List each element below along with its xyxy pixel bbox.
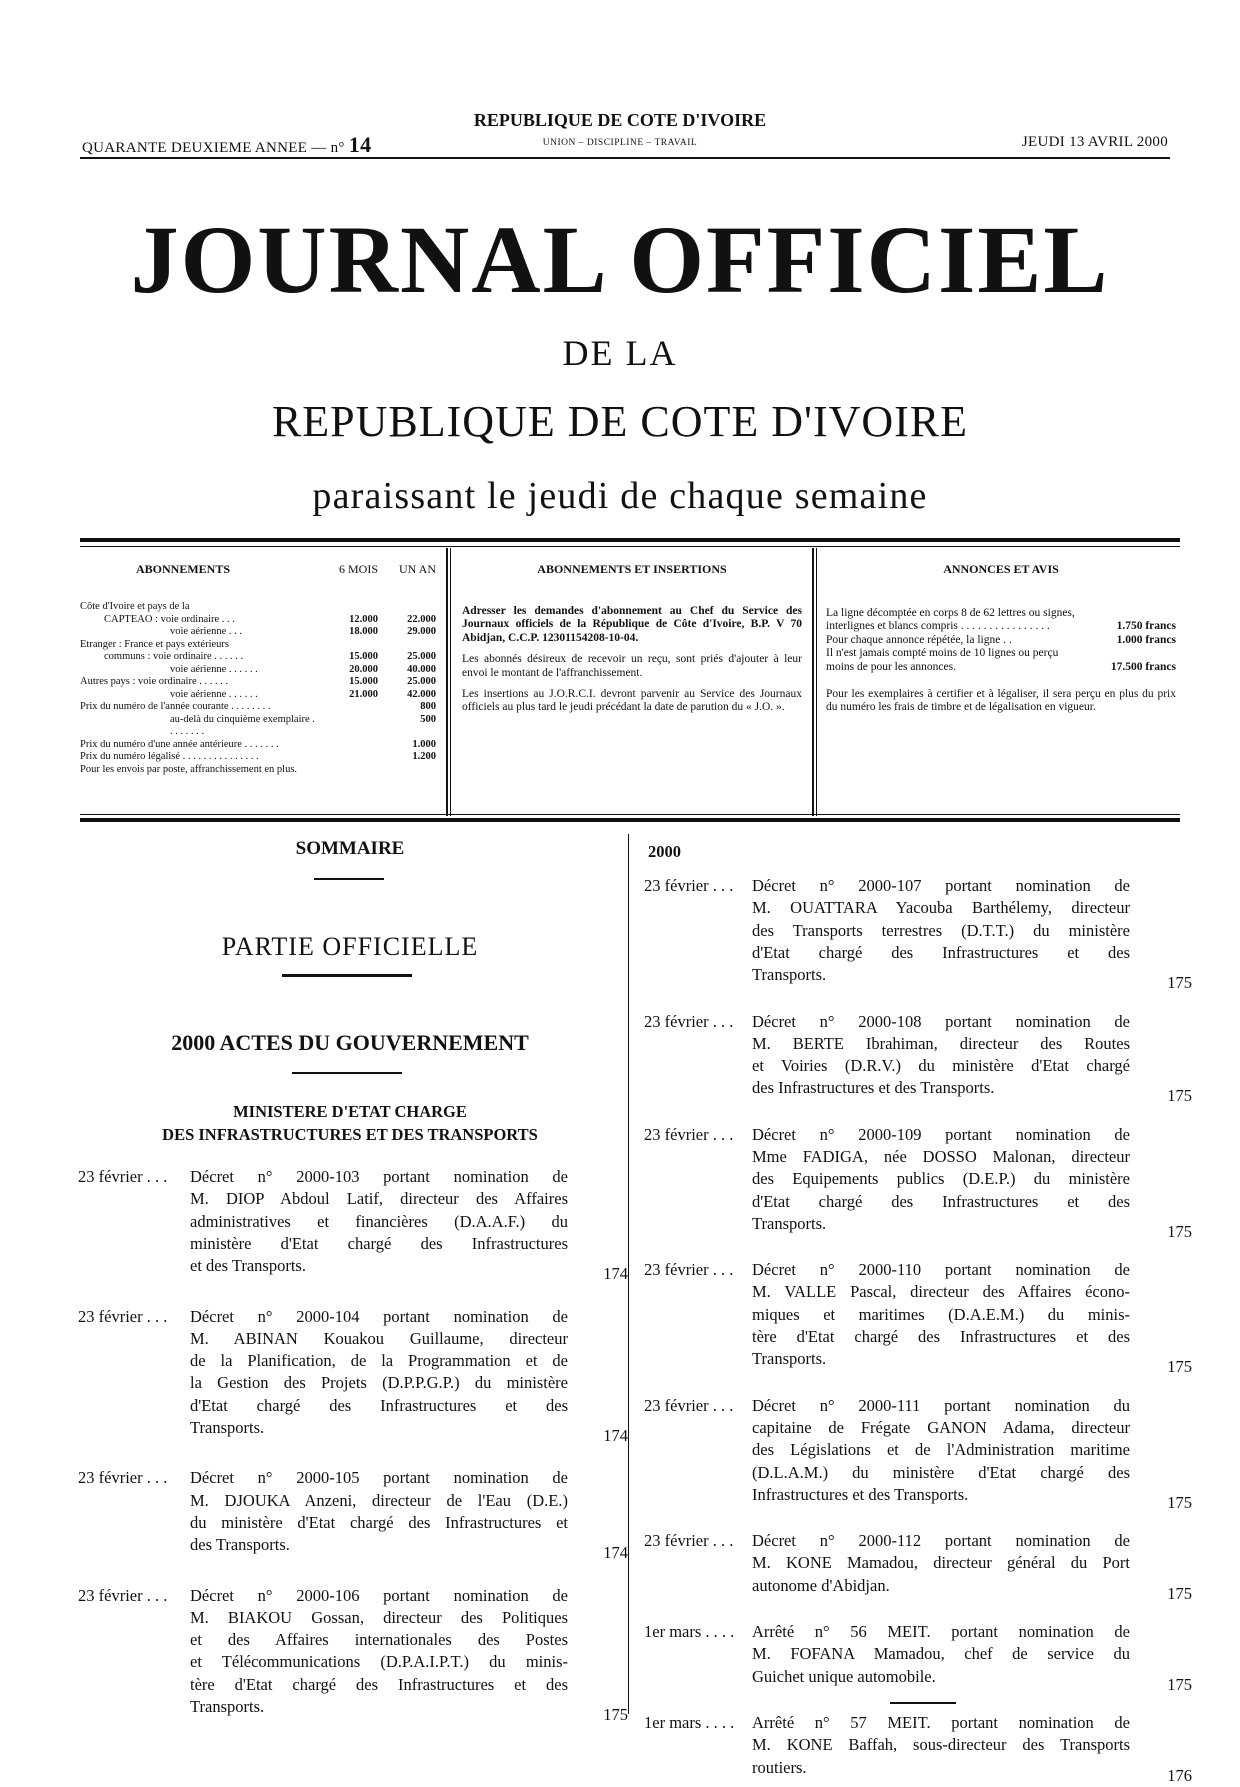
partie-rule	[282, 974, 412, 977]
entry-line: d'Etat chargé des Infrastructures et des	[752, 1191, 1130, 1211]
year-line: QUARANTE DEUXIEME ANNEE — n°	[82, 140, 345, 156]
annonce-row	[826, 647, 1176, 674]
box-divider-2	[450, 548, 451, 816]
summary-entry	[644, 875, 1192, 993]
entry-line: tère d'Etat chargé des Infrastructures et des	[190, 1674, 568, 1694]
subscription-6mois: 20.000	[349, 663, 378, 675]
entry-line: M. ABINAN Kouakou Guillaume, directeur	[190, 1328, 568, 1348]
entry-line: M. KONE Baffah, sous-directeur des Transports	[752, 1735, 1130, 1755]
header-republic: REPUBLIQUE DE COTE D'IVOIRE	[473, 110, 767, 130]
summary-entry	[644, 1712, 1192, 1785]
subscription-row	[80, 751, 436, 764]
subscription-un-an: 42.000	[407, 688, 436, 700]
masthead-republic: REPUBLIQUE DE COTE D'IVOIRE	[271, 397, 969, 446]
entry-date: 23 février . . .	[644, 876, 734, 895]
entry-page: 175	[1167, 973, 1192, 993]
subscription-6mois	[320, 739, 378, 752]
subscription-label: voie aérienne . . . . . .	[170, 688, 258, 700]
entry-page: 175	[1167, 1583, 1192, 1603]
entry-line: miques et maritimes (D.A.E.M.) du minis-	[752, 1304, 1130, 1324]
subscription-6mois	[320, 751, 378, 764]
entry-date: 23 février . . .	[78, 1585, 168, 1605]
entry-line: la Gestion des Projets (D.P.P.G.P.) du ministère	[190, 1373, 568, 1393]
subscription-un-an: 40.000	[407, 663, 436, 675]
subscription-un-an: 25.000	[407, 651, 436, 662]
entry-text	[752, 1621, 1130, 1688]
annonces-note: Pour les exemplaires à certifier et à légaliser, il sera perçu en plus du prix du numéro les frais de timbre et de légalisation en vigueur.	[826, 688, 1176, 714]
subscription-6mois	[320, 701, 378, 714]
entry-date: 23 février . . .	[644, 1124, 734, 1144]
subscription-label: Prix du numéro de l'année courante . . . . . . . .	[80, 701, 271, 712]
col-6mois: 6 MOIS	[338, 562, 378, 576]
subscription-un-an: 22.000	[407, 613, 436, 625]
entry-line: M. BERTE Ibrahiman, directeur des Routes	[752, 1033, 1130, 1053]
subscription-6mois	[320, 764, 378, 777]
subscription-label: Prix du numéro légalisé . . . . . . . . . . . . . . .	[80, 751, 259, 762]
entry-date: 23 février . . .	[644, 1260, 734, 1280]
subscription-un-an: 500	[420, 713, 436, 725]
entry-line: Décret n° 2000-109 portant nomination de	[752, 1124, 1130, 1144]
entry-line: M. DIOP Abdoul Latif, directeur des Affaires	[190, 1189, 568, 1209]
partie-officielle-heading: PARTIE OFFICIELLE	[221, 932, 479, 961]
subscription-un-an: 25.000	[407, 676, 436, 687]
entry-line: (D.L.A.M.) du ministère d'Etat chargé des	[752, 1462, 1130, 1482]
subscription-row	[80, 614, 436, 627]
entry-line: des Transports.	[190, 1535, 290, 1555]
box-divider-4	[816, 548, 817, 816]
entry-text	[752, 1712, 1130, 1779]
entry-date: 1er mars . . . .	[644, 1622, 735, 1642]
subscription-6mois: 15.000	[349, 676, 378, 687]
subscription-un-an: 1.200	[412, 751, 436, 762]
annonces-heading: ANNONCES ET AVIS	[943, 562, 1059, 576]
entry-line: M. FOFANA Mamadou, chef de service du	[752, 1644, 1130, 1664]
summary-entry	[644, 1259, 1192, 1377]
entry-date: 23 février . . .	[644, 1011, 734, 1031]
entry-line: Transports.	[190, 1417, 265, 1437]
summary-entry	[644, 1621, 1192, 1694]
entry-line: des Infrastructures et des Transports.	[752, 1078, 995, 1098]
summary-entry	[644, 1530, 1192, 1603]
subscription-row	[80, 626, 436, 639]
insertions-receipt: Les abonnés désireux de recevoir un reçu, sont priés d'ajouter à leur envoi le montant de l'affranchissement.	[462, 653, 802, 679]
entry-text	[752, 1124, 1130, 1235]
header-rule	[80, 157, 1170, 159]
box-bottom-rule-thick	[80, 818, 1180, 822]
insertions-address: Adresser les demandes d'abonnement au Chef du Service des Journaux officiels de la République de Côte d'Ivoire, B.P. V 70 Abidjan, C.C.P. 12301154208-10-04.	[462, 605, 802, 644]
annonce-row	[826, 607, 1176, 634]
insertions-deadline: Les insertions au J.O.R.C.I. devront parvenir au Service des Journaux officiels au plus tard le jeudi précédant la date de parution du « J.O. ».	[462, 688, 802, 714]
entry-page: 175	[1167, 1357, 1192, 1377]
annonce-label: Pour chaque annonce répétée, la ligne . .	[826, 633, 1012, 646]
entry-line: Mme FADIGA, née DOSSO Malonan, directeur	[752, 1146, 1130, 1166]
entry-line: d'Etat chargé des Infrastructures et des	[190, 1395, 568, 1415]
subscription-6mois	[320, 639, 378, 652]
entry-line: ministère d'Etat chargé des Infrastructures	[190, 1233, 568, 1253]
subscription-row	[80, 764, 436, 777]
entry-page: 175	[1167, 1492, 1192, 1512]
subscription-row	[80, 676, 436, 689]
entry-line: autonome d'Abidjan.	[752, 1575, 890, 1595]
entry-line: et des Affaires internationales des Postes	[190, 1630, 568, 1650]
subscription-label: Prix du numéro d'une année antérieure . . . . . . .	[80, 738, 279, 750]
subscription-label: au-delà du cinquième exemplaire . . . . . . . .	[170, 713, 315, 737]
subscription-un-an: 29.000	[407, 626, 436, 637]
issue-number: 14	[348, 132, 372, 157]
entry-page: 175	[1167, 1674, 1192, 1694]
entry-line: M. BIAKOU Gossan, directeur des Politiques	[190, 1607, 568, 1627]
entry-line: Arrêté n° 56 MEIT. portant nomination de	[752, 1622, 1130, 1642]
insertions-heading: ABONNEMENTS ET INSERTIONS	[537, 562, 727, 576]
subscription-6mois	[320, 714, 378, 739]
entry-date: 23 février . . .	[78, 1167, 168, 1186]
entry-page: 175	[1167, 1221, 1192, 1241]
entry-line: M. VALLE Pascal, directeur des Affaires écono-	[752, 1282, 1130, 1302]
subscription-row	[80, 701, 436, 714]
box-bottom-rule-thin	[80, 814, 1180, 815]
issue-date: JEUDI 13 AVRIL 2000	[1021, 134, 1168, 150]
summary-entry	[644, 1395, 1192, 1512]
entry-text	[190, 1585, 568, 1719]
subscription-row	[80, 639, 436, 652]
entry-text	[752, 875, 1130, 986]
col-un-an: UN AN	[398, 562, 436, 576]
annonce-label: Il n'est jamais compté moins de 10 lignes ou perçu moins de pour les annonces.	[826, 647, 1059, 673]
entry-line: Transports.	[752, 1349, 827, 1369]
entry-text	[190, 1467, 568, 1556]
entry-page: 175	[1167, 1086, 1192, 1106]
entry-text	[752, 1395, 1130, 1506]
subscription-un-an: 800	[420, 701, 436, 712]
subscription-6mois: 12.000	[349, 613, 378, 625]
sommaire-heading: SOMMAIRE	[295, 838, 405, 859]
entry-text	[190, 1306, 568, 1440]
entry-line: Décret n° 2000-105 portant nomination de	[190, 1468, 568, 1488]
subscriptions-table	[80, 601, 436, 776]
entry-line: Arrêté n° 57 MEIT. portant nomination de	[752, 1713, 1130, 1732]
entry-text	[752, 1259, 1130, 1370]
insertions-panel	[462, 562, 802, 715]
entry-line: Transports.	[752, 1213, 827, 1233]
annonce-price: 17.500 francs	[1110, 660, 1176, 673]
entry-line: et Voiries (D.R.V.) du ministère d'Etat chargé	[752, 1056, 1130, 1076]
summary-entry	[78, 1166, 628, 1284]
column-divider	[628, 834, 629, 1714]
entry-line: M. DJOUKA Anzeni, directeur de l'Eau (D.E.)	[190, 1490, 568, 1510]
entry-page: 174	[603, 1264, 628, 1284]
box-divider-1	[446, 548, 448, 816]
subscription-un-an: 1.000	[412, 738, 436, 750]
masthead-title: JOURNAL OFFICIEL	[130, 206, 1110, 313]
entry-line: Décret n° 2000-108 portant nomination de	[752, 1011, 1130, 1031]
box-top-rule-thin	[80, 546, 1180, 547]
entry-line: Transports.	[752, 965, 827, 985]
subscription-6mois: 18.000	[349, 626, 378, 637]
subscriptions-panel	[80, 562, 436, 776]
entry-line: de la Planification, de la Programmation et de	[190, 1351, 568, 1371]
subscription-row	[80, 601, 436, 614]
subscription-un-an	[378, 639, 436, 652]
entry-text	[190, 1166, 568, 1277]
subscription-label: Côte d'Ivoire et pays de la	[80, 601, 190, 612]
subscription-label: Autres pays : voie ordinaire . . . . . .	[80, 676, 229, 687]
entry-line: Décret n° 2000-111 portant nomination du	[752, 1395, 1130, 1415]
subscription-row	[80, 664, 436, 677]
entry-line: et Télécommunications (D.P.A.I.P.T.) du minis-	[190, 1652, 568, 1672]
entry-line: Guichet unique automobile.	[752, 1666, 936, 1686]
entry-line: M. OUATTARA Yacouba Barthélemy, directeur	[752, 898, 1130, 918]
subscription-row	[80, 651, 436, 664]
entry-line: routiers.	[752, 1757, 807, 1777]
subscription-label: communs : voie ordinaire . . . . . .	[104, 651, 244, 662]
entry-date: 23 février . . .	[644, 1531, 734, 1551]
summary-entry	[78, 1467, 628, 1563]
subscription-label: Etranger : France et pays extérieurs	[80, 638, 229, 650]
entry-date: 23 février . . .	[78, 1468, 168, 1488]
box-divider-3	[812, 548, 814, 816]
entry-line: tère d'Etat chargé des Infrastructures et des	[752, 1327, 1130, 1347]
annonce-label: La ligne décomptée en corps 8 de 62 lettres ou signes, interlignes et blancs compris . . . . . . . . . . . . . . . .	[826, 607, 1075, 633]
subscription-row	[80, 739, 436, 752]
entry-page: 174	[603, 1426, 628, 1445]
summary-entry	[644, 1124, 1192, 1241]
entry-line: du ministère d'Etat chargé des Infrastructures et	[190, 1512, 568, 1532]
annonces-table	[826, 607, 1176, 674]
annonce-row	[826, 634, 1176, 647]
entry-line: et des Transports.	[190, 1256, 306, 1276]
subscription-6mois: 15.000	[349, 651, 378, 662]
summary-entry	[78, 1306, 628, 1445]
subscription-un-an	[378, 764, 436, 777]
entry-line: Décret n° 2000-103 portant nomination de	[190, 1167, 568, 1186]
year-label: 2000	[648, 842, 681, 861]
subscription-6mois	[320, 601, 378, 614]
annonce-price: 1.000 francs	[1116, 633, 1176, 646]
subscriptions-heading: ABONNEMENTS	[136, 562, 231, 576]
entry-line: capitaine de Frégate GANON Adama, directeur	[752, 1417, 1130, 1437]
entry-line: Décret n° 2000-107 portant nomination de	[752, 876, 1130, 895]
entry-line: Décret n° 2000-104 portant nomination de	[190, 1306, 568, 1326]
subscription-label: Pour les envois par poste, affranchissement en plus.	[80, 763, 298, 775]
entry-text	[752, 1530, 1130, 1597]
subscription-6mois: 21.000	[349, 688, 378, 700]
entry-page: 176	[1167, 1765, 1192, 1785]
subscription-label: CAPTEAO : voie ordinaire . . .	[104, 613, 235, 625]
entry-line: Transports.	[190, 1696, 265, 1716]
entry-line: Infrastructures et des Transports.	[752, 1484, 969, 1504]
end-rule	[890, 1702, 956, 1704]
masthead-tagline: paraissant le jeudi de chaque semaine	[312, 475, 928, 517]
entry-text	[752, 1011, 1130, 1100]
annonces-panel	[826, 562, 1176, 715]
ministry-line-1: MINISTERE D'ETAT CHARGE	[233, 1102, 467, 1121]
subscription-un-an	[378, 601, 436, 614]
summary-entry	[644, 1011, 1192, 1106]
entry-line: Décret n° 2000-112 portant nomination de	[752, 1531, 1130, 1551]
actes-heading: 2000 ACTES DU GOUVERNEMENT	[171, 1030, 529, 1055]
entry-line: M. KONE Mamadou, directeur général du Port	[752, 1553, 1130, 1573]
annonce-price: 1.750 francs	[1116, 620, 1176, 633]
entry-page: 174	[603, 1543, 628, 1563]
year-issue-line	[82, 132, 371, 158]
entry-date: 1er mars . . . .	[644, 1713, 735, 1732]
entry-line: des Equipements publics (D.E.P.) du ministère	[752, 1169, 1130, 1189]
subscription-row	[80, 714, 436, 739]
entry-date: 23 février . . .	[644, 1395, 734, 1415]
sommaire-rule	[314, 878, 384, 880]
entry-line: administratives et financières (D.A.A.F.) du	[190, 1211, 568, 1231]
subscription-label: voie aérienne . . . . . .	[170, 663, 258, 675]
entry-line: Décret n° 2000-110 portant nomination de	[752, 1260, 1130, 1280]
entry-page: 175	[603, 1705, 628, 1724]
entry-line: d'Etat chargé des Infrastructures et des	[752, 942, 1130, 962]
subscription-label: voie aérienne . . .	[170, 626, 243, 637]
ministry-line-2: DES INFRASTRUCTURES ET DES TRANSPORTS	[162, 1125, 538, 1144]
entry-line: Décret n° 2000-106 portant nomination de	[190, 1585, 568, 1605]
actes-rule	[292, 1072, 402, 1074]
summary-entry	[78, 1585, 628, 1724]
entry-line: des Transports terrestres (D.T.T.) du ministère	[752, 920, 1130, 940]
entry-date: 23 février . . .	[78, 1306, 168, 1326]
masthead-de-la: DE LA	[562, 333, 678, 373]
box-top-rule-thick	[80, 538, 1180, 542]
header-motto: UNION – DISCIPLINE – TRAVAIL	[542, 138, 698, 148]
subscription-row	[80, 689, 436, 702]
entry-line: des Législations et de l'Administration maritime	[752, 1440, 1130, 1460]
